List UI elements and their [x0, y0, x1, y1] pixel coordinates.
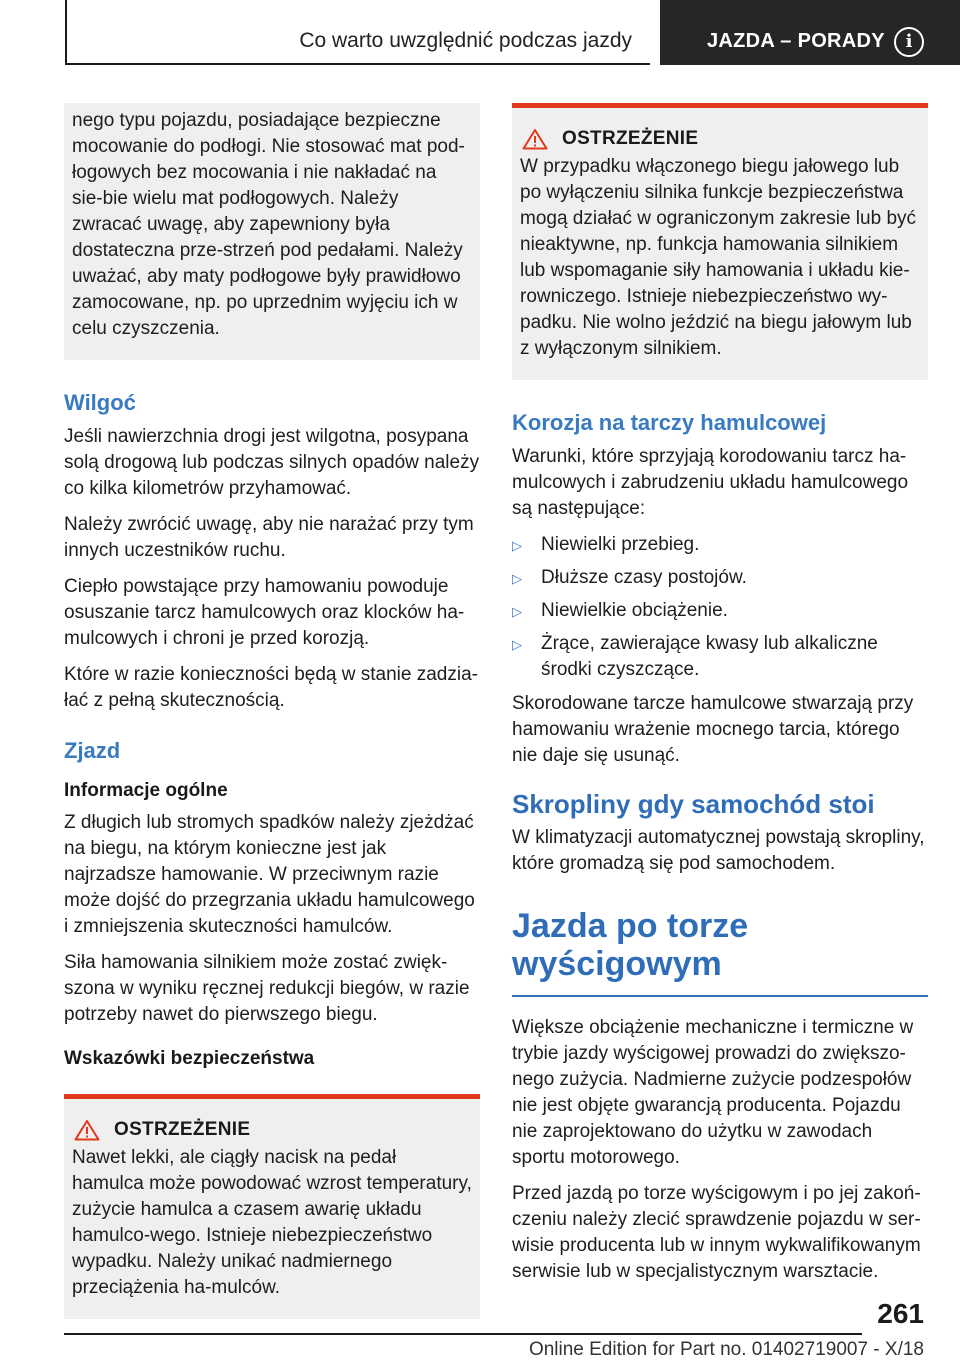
warning-box-idle: [512, 103, 928, 380]
header-frame-bottom: [65, 63, 650, 65]
zjazd-paragraph-1: Z długich lub stromych spadków należy zjeżdżać na biegu, na którym konieczne jest jak najrzadsze hamowanie. W przeciwnym razie może dojść do przegrzania układu hamulcowego i zmniejszenia skuteczności hamulców.: [64, 812, 475, 937]
list-item-text: Niewielkie obciążenie.: [541, 600, 728, 621]
wilgoc-paragraph-4: Które w razie konieczności będą w stanie zadzia-łać z pełną skutecznością.: [64, 664, 478, 711]
wilgoc-paragraph-1: Jeśli nawierzchnia drogi jest wilgotna, posypana solą drogową lub podczas silnych opadów należy co kilka kilometrów przyhamować.: [64, 426, 480, 499]
page-number: 261: [877, 1298, 924, 1329]
warning-box-brakes: [64, 1094, 480, 1319]
tor-paragraph-2: Przed jazdą po torze wyścigowym i po jej zakoń-czeniu należy zlecić sprawdzenie pojazdu w ser-wisie producenta lub w innym wykwalifikowanym serwisie lub w specjalistycznym warsztacie.: [512, 1183, 921, 1282]
triangle-bullet-icon: ▷: [512, 538, 522, 553]
warning-triangle-icon: [522, 128, 548, 150]
footer-edition: Online Edition for Part no. 01402719007 - X/18: [528, 1339, 924, 1360]
heading-rule: [512, 995, 928, 997]
skropliny-text: W klimatyzacji automatycznej powstają skropliny, które gromadzą się pod samochodem.: [512, 827, 925, 874]
warning-header: [520, 128, 920, 150]
warning-triangle-icon: [74, 1119, 100, 1141]
warning-title: OSTRZEŻENIE: [114, 1119, 251, 1140]
header-frame-left: [65, 0, 67, 64]
heading-zjazd: Zjazd: [64, 738, 121, 763]
warning-text: Nawet lekki, ale ciągły nacisk na pedał hamulca może powodować wzrost temperatury, zużycie hamulca a czasem awarię układu hamulco-wego. Istnieje niebezpieczeństwo wypadku. Należy unikać nadmiernego przeciążenia ha-mulców.: [72, 1147, 472, 1298]
heading-skropliny: Skropliny gdy samochód stoi: [512, 789, 875, 819]
list-item: [512, 565, 928, 592]
korozja-intro: Warunki, które sprzyjają korodowaniu tarcz ha-mulcowych i zabrudzeniu układu hamulcowego są następujące:: [512, 446, 909, 519]
list-item: [512, 532, 928, 559]
list-item: [512, 631, 928, 683]
wilgoc-paragraph-3: Ciepło powstające przy hamowaniu powoduje osuszanie tarcz hamulcowych oraz klocków ha-mulcowych i chroni je przed korozją.: [64, 576, 465, 649]
warning-title: OSTRZEŻENIE: [562, 128, 699, 149]
chapter-label: JAZDA – PORADY: [707, 30, 885, 52]
floor-mat-text: nego typu pojazdu, posiadające bezpieczne mocowanie do podłogi. Nie stosować mat pod-łogowych bez mocowania i nie nakładać na sie-bie wielu mat podłogowych. Należy zwracać uwagę, aby zapewniony była dostateczna prze-strzeń pod pedałami. Należy uważać, aby maty podłogowe były prawidłowo zamocowane, np. po uprzednim wyjęciu ich w celu czyszczenia.: [72, 110, 465, 339]
heading-wilgoc: Wilgoć: [64, 390, 136, 415]
korozja-list: [512, 532, 928, 683]
floor-mat-box: [64, 103, 480, 360]
tor-paragraph-1: Większe obciążenie mechaniczne i termiczne w trybie jazdy wyścigowej prowadzi do zwiększo-nego zużycia. Nadmierne zużycie podzespołów nie jest objęte gwarancją producenta. Pojazdu nie zaprojektowano do użytku w zawodach sportu motorowego.: [512, 1017, 914, 1168]
right-column: [512, 103, 928, 1295]
warning-text: W przypadku włączonego biegu jałowego lub po wyłączeniu silnika funkcje bezpieczeństwa mogą działać w ograniczonym zakresie lub być nieaktywne, np. funkcja hamowania silnikiem lub wspomaganie siły hamowania i układu kie-rowniczego. Istnieje niebezpieczeństwo wy-padku. Nie wolno jeździć na biegu jałowym lub z wyłączonym silnikiem.: [520, 156, 917, 359]
list-item-text: Żrące, zawierające kwasy lub alkaliczne środki czyszczące.: [541, 633, 878, 680]
subheading-general-info: Informacje ogólne: [64, 780, 228, 801]
wilgoc-paragraph-2: Należy zwrócić uwagę, aby nie narażać przy tym innych uczestników ruchu.: [64, 514, 474, 561]
list-item: [512, 598, 928, 625]
left-column: [64, 103, 480, 1347]
heading-jazda-po-torze: Jazda po torze wyścigowym: [512, 907, 749, 983]
list-item-text: Dłuższe czasy postojów.: [541, 567, 747, 588]
section-title: Co warto uwzględnić podczas jazdy: [299, 29, 632, 52]
info-icon[interactable]: i: [894, 27, 924, 57]
triangle-bullet-icon: ▷: [512, 604, 522, 619]
footer-rule: [64, 1333, 862, 1335]
heading-korozja: Korozja na tarczy hamulcowej: [512, 410, 827, 435]
warning-header: [72, 1119, 472, 1141]
subheading-safety-notes: Wskazówki bezpieczeństwa: [64, 1048, 315, 1069]
korozja-outro: Skorodowane tarcze hamulcowe stwarzają przy hamowaniu wrażenie mocnego tarcia, którego nie daje się usunąć.: [512, 693, 914, 766]
list-item-text: Niewielki przebieg.: [541, 534, 700, 555]
zjazd-paragraph-2: Siła hamowania silnikiem może zostać zwięk-szona w wyniku ręcznej redukcji biegów, w razie potrzeby nawet do pierwszego biegu.: [64, 952, 470, 1025]
triangle-bullet-icon: ▷: [512, 637, 522, 652]
triangle-bullet-icon: ▷: [512, 571, 522, 586]
